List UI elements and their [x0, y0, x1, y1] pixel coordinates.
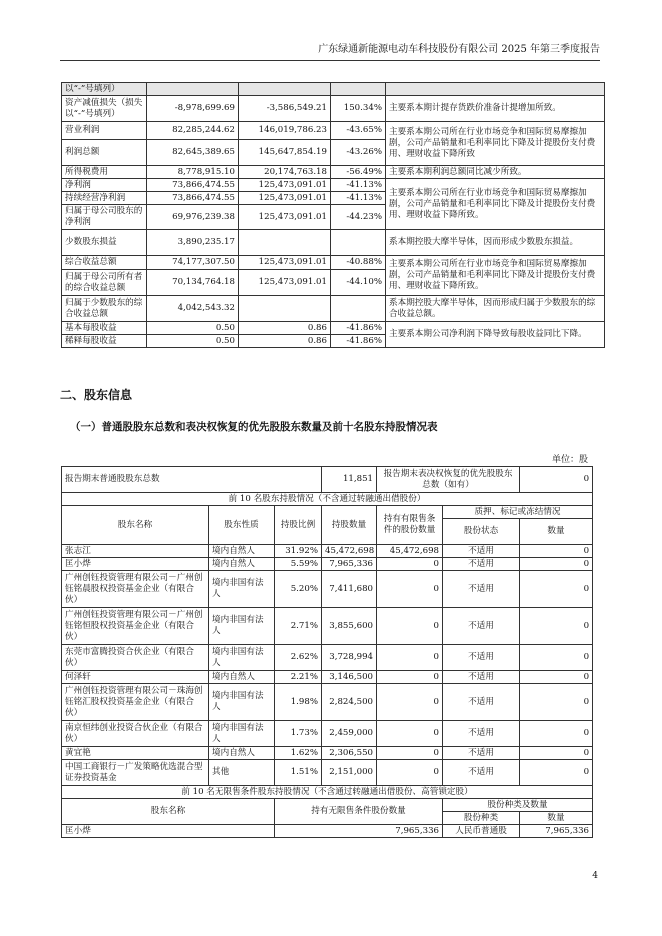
col-header: 股东名称 [62, 799, 275, 825]
table-row: 净利润 73,866,474.55 125,473,091.01 -41.13% 主要系本期公司所在行业市场竞争和国际贸易摩擦加剧，公司产品销量和毛利率同比下降及计提股份支付费用、理财收益下降所致。 [62, 179, 605, 192]
holder-name: 匡小烨 [62, 558, 209, 571]
reason-text: 系本期控股大摩半导体，因而形成少数股东损益。 [386, 230, 605, 256]
table-row [62, 83, 605, 96]
table-row [62, 786, 593, 799]
table-row: 匡小烨 境内自然人 5.59% 7,965,336 0 不适用 0 [62, 558, 593, 571]
pref-holders-label: 报告期末表决权恢复的优先股股东总数（如有） [377, 467, 520, 493]
item-label: 基本每股收益 [62, 322, 147, 335]
table-row: 广州创钰投资管理有限公司－珠海创钰铭汇股权投资基金企业（有限合伙） 境内非国有法人 1.98% 2,824,500 0 不适用 0 [62, 684, 593, 721]
reason-text: 主要系本期公司所在行业市场竞争和国际贸易摩擦加剧，公司产品销量和毛利率同比下降及计提股份支付费用、理财收益下降所致。 [386, 179, 605, 230]
col-header: 股东名称 [62, 506, 209, 545]
col-header: 持股比例 [275, 506, 322, 545]
reason-text: 主要系本期利润总额同比减少所致。 [386, 166, 605, 179]
table-row: 基本每股收益 0.50 0.86 -41.86% 主要系本期公司净利润下降导致每股收益同比下降。 [62, 322, 605, 335]
col-header: 数量 [520, 812, 593, 825]
table-row: 稀释每股收益 0.50 0.86 -41.86% [62, 335, 605, 348]
shareholders-table [61, 466, 593, 838]
table-row: 南京恒纬创业投资合伙企业（有限合伙） 境内非国有法人 1.73% 2,459,000 0 不适用 0 [62, 721, 593, 747]
reason-text: 系本期控股大摩半导体，因而形成归属于少数股东的综合收益总额。 [386, 296, 605, 322]
holder-name: 东莞市富腾投资合伙企业（有限合伙） [62, 645, 209, 671]
table-row: 何泽轩 境内自然人 2.21% 3,146,500 0 不适用 0 [62, 671, 593, 684]
item-label: 以“-”号填列） [62, 83, 147, 96]
reason-text: 主要系本期公司所在行业市场竞争和国际贸易摩擦加剧，公司产品销量和毛利率同比下降及计提股份支付费用、理财收益下降所致 [386, 122, 605, 166]
pref-holders-value: 0 [520, 467, 593, 493]
item-label: 稀释每股收益 [62, 335, 147, 348]
col-header: 持股数量 [322, 506, 377, 545]
col-header: 股份种类 [443, 812, 520, 825]
col-header: 数量 [520, 519, 593, 545]
col-header: 股东性质 [209, 506, 275, 545]
holder-name: 何泽轩 [62, 671, 209, 684]
table-row [62, 493, 593, 506]
total-holders-label: 报告期末普通股股东总数 [62, 467, 322, 493]
table-row: 所得税费用 8,778,915.10 20,174,763.18 -56.49% 主要系本期利润总额同比减少所致。 [62, 166, 605, 179]
item-label: 营业利润 [62, 122, 147, 140]
table-row: 少数股东损益 3,890,235.17 系本期控股大摩半导体，因而形成少数股东损益。 [62, 230, 605, 256]
holder-name: 黄宜艳 [62, 747, 209, 760]
table-row: 持续经营净利润 73,866,474.55 125,473,091.01 -41.13% [62, 192, 605, 205]
col-header: 持有无限售条件股份数量 [275, 799, 443, 825]
table-row: 中国工商银行－广发策略优选混合型证券投资基金 其他 1.51% 2,151,000 0 不适用 0 [62, 760, 593, 786]
table-row: 黄宜艳 境内自然人 1.62% 2,306,550 0 不适用 0 [62, 747, 593, 760]
reason-text: 主要系本期计提存货跌价准备计提增加所致。 [386, 96, 605, 122]
table-row: 营业利润 82,285,244.62 146,019,786.23 -43.65% 主要系本期公司所在行业市场竞争和国际贸易摩擦加剧，公司产品销量和毛利率同比下降及计提股份支付费用、理财收益下降所致 [62, 122, 605, 140]
holder-name: 匡小烨 [62, 825, 275, 838]
holder-name: 广州创钰投资管理有限公司－广州创钰铭恒股权投资基金企业（有限合伙） [62, 608, 209, 645]
item-label: 利润总额 [62, 140, 147, 166]
unit-label: 单位：股 [551, 455, 588, 465]
table-row: 利润总额 82,645,389.65 145,647,854.19 -43.26% [62, 140, 605, 166]
item-label: 所得税费用 [62, 166, 147, 179]
holder-name: 南京恒纬创业投资合伙企业（有限合伙） [62, 721, 209, 747]
table-row: 广州创钰投资管理有限公司－广州创钰铭晨股权投资基金企业（有限合伙） 境内非国有法人 5.20% 7,411,680 0 不适用 0 [62, 571, 593, 608]
holder-name: 中国工商银行－广发策略优选混合型证券投资基金 [62, 760, 209, 786]
item-label: 资产减值损失（损失以“-”号填列） [62, 96, 147, 122]
page-number: 4 [592, 871, 598, 881]
table-row [62, 467, 593, 493]
item-label: 综合收益总额 [62, 256, 147, 270]
item-label: 归属于少数股东的综合收益总额 [62, 296, 147, 322]
top10-title: 前 10 名股东持股情况（不含通过转融通出借股份） [62, 493, 593, 506]
table-row: 资产减值损失（损失以“-”号填列） -8,978,699.69 -3,586,549.21 150.34% 主要系本期计提存货跌价准备计提增加所致。 [62, 96, 605, 122]
col-header: 股份种类及数量 [443, 799, 593, 812]
item-label: 净利润 [62, 179, 147, 192]
reason-text: 主要系本期公司净利润下降导致每股收益同比下降。 [386, 322, 605, 348]
holder-name: 广州创钰投资管理有限公司－广州创钰铭晨股权投资基金企业（有限合伙） [62, 571, 209, 608]
sub-section-title: （一）普通股股东总数和表决权恢复的优先股股东数量及前十名股东持股情况表 [70, 421, 438, 433]
item-label: 归属于母公司所有者的综合收益总额 [62, 270, 147, 296]
table-row: 归属于母公司所有者的综合收益总额 70,134,764.18 125,473,091.01 -44.10% [62, 270, 605, 296]
table-row: 张志江 境内自然人 31.92% 45,472,698 45,472,698 不适用 0 [62, 545, 593, 558]
col-header: 股份状态 [443, 519, 520, 545]
item-label: 持续经营净利润 [62, 192, 147, 205]
section-title: 二、股东信息 [60, 388, 133, 402]
table-header-row [62, 506, 593, 519]
item-label: 少数股东损益 [62, 230, 147, 256]
table-row: 综合收益总额 74,177,307.50 125,473,091.01 -40.88% 主要系本期公司所在行业市场竞争和国际贸易摩擦加剧，公司产品销量和毛利率同比下降及计提股份支付费用、理财收益下降所致。 [62, 256, 605, 270]
unrestricted-title: 前 10 名无限售条件股东持股情况（不含通过转融通出借股份、高管锁定股） [62, 786, 593, 799]
col-header: 持有有限售条件的股份数量 [377, 506, 443, 545]
income-changes-table [61, 82, 605, 348]
table-row: 匡小烨 7,965,336 人民币普通股 7,965,336 [62, 825, 593, 838]
table-row: 归属于少数股东的综合收益总额 4,042,543.32 系本期控股大摩半导体，因而形成归属于少数股东的综合收益总额。 [62, 296, 605, 322]
table-header-row [62, 799, 593, 812]
holder-name: 张志江 [62, 545, 209, 558]
holder-name: 广州创钰投资管理有限公司－珠海创钰铭汇股权投资基金企业（有限合伙） [62, 684, 209, 721]
item-label: 归属于母公司股东的净利润 [62, 205, 147, 230]
total-holders-value: 11,851 [322, 467, 377, 493]
table-row: 东莞市富腾投资合伙企业（有限合伙） 境内非国有法人 2.62% 3,728,994 0 不适用 0 [62, 645, 593, 671]
table-row: 广州创钰投资管理有限公司－广州创钰铭恒股权投资基金企业（有限合伙） 境内非国有法人 2.71% 3,855,600 0 不适用 0 [62, 608, 593, 645]
col-header: 质押、标记或冻结情况 [443, 506, 593, 519]
table-row: 归属于母公司股东的净利润 69,976,239.38 125,473,091.01 -44.23% [62, 205, 605, 230]
page-header: 广东绿通新能源电动车科技股份有限公司 2025 年第三季度报告 [60, 40, 600, 61]
reason-text: 主要系本期公司所在行业市场竞争和国际贸易摩擦加剧，公司产品销量和毛利率同比下降及计提股份支付费用、理财收益下降所致。 [386, 256, 605, 296]
